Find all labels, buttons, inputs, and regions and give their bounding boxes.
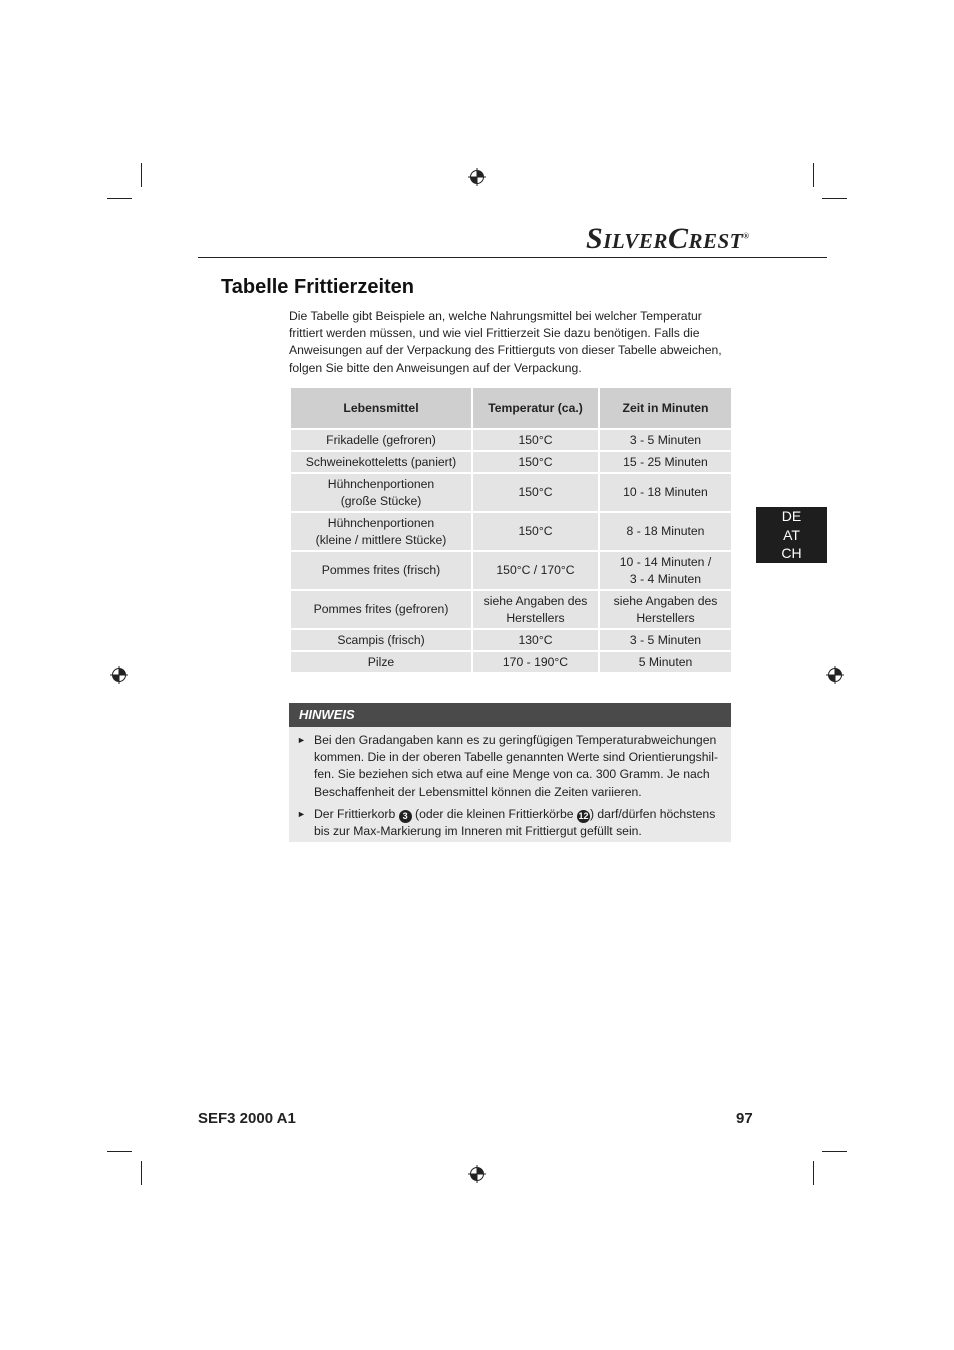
time-cell: 3 - 5 Minuten <box>599 629 732 651</box>
temperature-cell: 170 - 190°C <box>472 651 599 673</box>
table-row <box>290 629 732 651</box>
list-item: ► Bei den Gradangaben kann es zu geringfügigen Temperaturabweichungen kommen. Die in der oberen Tabelle genannten Werte sind Orientierungshilfen. Sie beziehen sich etwa auf eine Menge von ca. 300 Gramm. Je nach Beschaffenheit der Lebensmittel können die Zeiten variieren. <box>297 733 718 799</box>
time-cell: siehe Angaben des Herstellers <box>599 590 732 629</box>
table-header-row <box>290 387 732 429</box>
time-cell: 10 - 14 Minuten / 3 - 4 Minuten <box>599 551 732 590</box>
table-row <box>290 651 732 673</box>
list-item: ► Der Frittierkorb 3 (oder die kleinen Frittierkörbe 12 ) darf/dürfen höchstens bis zur Max-Markierung im Inneren mit Frittiergut gefüllt sein. <box>297 806 716 839</box>
header-rule <box>198 257 827 258</box>
table-row <box>290 512 732 551</box>
table-row <box>290 451 732 473</box>
crop-mark <box>813 1161 814 1185</box>
time-cell: 3 - 5 Minuten <box>599 429 732 451</box>
note-box <box>289 703 731 842</box>
temperature-cell: 150°C <box>472 429 599 451</box>
temperature-cell: 150°C / 170°C <box>472 551 599 590</box>
model-number: SEF3 2000 A1 <box>198 1110 296 1127</box>
food-cell: Schweinekotteletts (paniert) <box>290 451 472 473</box>
temperature-cell: 150°C <box>472 451 599 473</box>
crop-mark <box>822 1151 847 1152</box>
food-cell: Pommes frites (gefroren) <box>290 590 472 629</box>
crop-mark <box>822 198 847 199</box>
food-cell: Scampis (frisch) <box>290 629 472 651</box>
column-header: Temperatur (ca.) <box>472 387 599 429</box>
note-list <box>289 732 731 845</box>
time-cell: 8 - 18 Minuten <box>599 512 732 551</box>
crop-mark <box>141 163 142 187</box>
registration-mark-icon <box>826 666 844 684</box>
food-cell: Hühnchenportionen (kleine / mittlere Stücke) <box>290 512 472 551</box>
language-tab <box>756 507 827 563</box>
reference-number-badge: 3 <box>399 810 412 823</box>
language-code: CH <box>781 545 802 561</box>
registration-mark-icon <box>468 168 486 186</box>
temperature-cell: 150°C <box>472 512 599 551</box>
note-title: HINWEIS <box>289 703 731 727</box>
time-cell: 10 - 18 Minuten <box>599 473 732 512</box>
arrow-bullet-icon: ► <box>297 735 306 745</box>
temperature-cell: 150°C <box>472 473 599 512</box>
food-cell: Pommes frites (frisch) <box>290 551 472 590</box>
table-row <box>290 590 732 629</box>
registration-mark-icon <box>110 666 128 684</box>
table-row <box>290 551 732 590</box>
crop-mark <box>813 163 814 187</box>
frying-times-table <box>289 386 733 674</box>
food-cell: Hühnchenportionen (große Stücke) <box>290 473 472 512</box>
temperature-cell: siehe Angaben des Herstellers <box>472 590 599 629</box>
crop-mark <box>107 198 132 199</box>
crop-mark <box>141 1161 142 1185</box>
language-code: DE <box>781 508 802 524</box>
food-cell: Frikadelle (gefroren) <box>290 429 472 451</box>
brand-logo: SILVERCREST® <box>586 222 750 255</box>
table-row <box>290 429 732 451</box>
arrow-bullet-icon: ► <box>297 808 306 819</box>
column-header: Lebensmittel <box>290 387 472 429</box>
page-number: 97 <box>736 1110 753 1127</box>
time-cell: 15 - 25 Minuten <box>599 451 732 473</box>
intro-paragraph: Die Tabelle gibt Beispiele an, welche Nahrungsmittel bei welcher Temperatur frittiert werden müssen, und wie viel Frittierzeit Sie dazu benötigen. Falls die Anweisungen auf der Verpackung des Frittierguts von dieser Tabelle abweichen, folgen Sie bitte den Anweisungen auf der Verpackung. <box>289 309 722 375</box>
reference-number-badge: 12 <box>578 810 589 821</box>
column-header: Zeit in Minuten <box>599 387 732 429</box>
crop-mark <box>107 1151 132 1152</box>
language-code: AT <box>783 526 800 543</box>
food-cell: Pilze <box>290 651 472 673</box>
temperature-cell: 130°C <box>472 629 599 651</box>
registration-mark-icon <box>468 1165 486 1183</box>
page-title: Tabelle Frittierzeiten <box>221 276 415 298</box>
table-row <box>290 473 732 512</box>
time-cell: 5 Minuten <box>599 651 732 673</box>
